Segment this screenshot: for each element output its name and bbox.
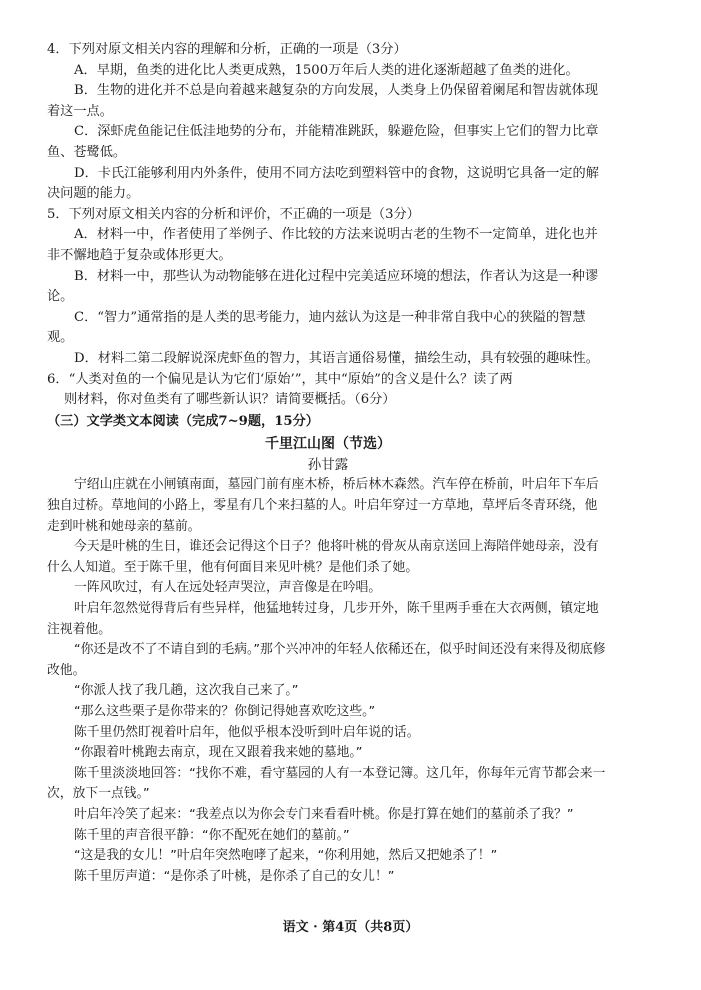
question-4-stem: 4．下列对原文相关内容的理解和分析，正确的一项是（3分） <box>47 42 407 57</box>
story-paragraph: 叶启年忽然觉得背后有些异样，他猛地转过身，几步开外，陈千里两手垂在大衣两侧，镇定地注视着他。 <box>47 601 599 637</box>
question-4-option-c: C．深虾虎鱼能记住低洼地势的分布，并能精准跳跃，躲避危险，但事实上它们的智力比章鱼、苍鹭低。 <box>47 124 599 160</box>
question-4-option-b: B．生物的进化并不总是向着越来越复杂的方向发展，人类身上仍保留着阑尾和智齿就体现着这一点。 <box>47 83 598 119</box>
story-paragraph: 宁绍山庄就在小闸镇南面，墓园门前有座木桥，桥后林木森然。汽车停在桥前，叶启年下车后独自过桥。草地间的小路上，零星有几个来扫墓的人。叶启年穿过一方草地，草坪后冬青环绕，他走到叶桃和她母亲的墓前。 <box>47 477 599 534</box>
question-5-option-a: A．材料一中，作者使用了举例子、作比较的方法来说明古老的生物不一定简单，进化也并非不懈地趋于复杂或体形更大。 <box>47 227 598 263</box>
section-heading: （三）文学类文本阅读（完成7~9题，15分） <box>47 413 319 429</box>
story-paragraph: 陈千里的声音很平静：“你不配死在她们的墓前。” <box>74 827 350 843</box>
story-paragraph: 陈千里仍然盯视着叶启年，他似乎根本没听到叶启年说的话。 <box>74 724 420 740</box>
story-paragraph: 一阵风吹过，有人在远处轻声哭泣，声音像是在吟唱。 <box>74 580 382 596</box>
story-title: 千里江山图（节选） <box>265 436 391 453</box>
story-paragraph: 陈千里淡淡地回答：“找你不难，看守墓园的人有一本登记簿。这几年，你每年元宵节都会来一次，放下一点钱。” <box>47 765 606 802</box>
story-paragraph: “这是我的女儿！”叶启年突然咆哮了起来，“你利用她，然后又把她杀了！” <box>74 848 498 864</box>
question-4-option-a: A．早期，鱼类的进化比人类更成熟，1500万年后人类的进化逐渐超越了鱼类的进化。 <box>74 62 579 78</box>
story-paragraph: “那么这些栗子是你带来的？你倒记得她喜欢吃这些。” <box>74 704 376 719</box>
page-footer: 语文 · 第4页（共8页） <box>282 920 419 935</box>
question-5-stem: 5．下列对原文相关内容的分析和评价，不正确的一项是（3分） <box>47 206 420 222</box>
story-paragraph: 叶启年冷笑了起来：“我差点以为你会专门来看看叶桃。你是打算在她们的墓前杀了我？” <box>74 806 574 822</box>
question-5-option-d: D．材料二第二段解说深虎虾鱼的智力，其语言通俗易懂，描绘生动，具有较强的趣味性。 <box>74 350 599 366</box>
story-paragraph: 今天是叶桃的生日，谁还会记得这个日子？他将叶桃的骨灰从南京送回上海陪伴她母亲，没有什么人知道。至于陈千里，他有何面目来见叶桃？是他们杀了她。 <box>47 539 599 575</box>
story-author: 孙甘露 <box>307 456 349 473</box>
story-paragraph: “你派人找了我几趟，这次我自己来了。” <box>74 683 299 699</box>
question-4-option-d: D．卡氏江能够利用内外条件，使用不同方法吃到塑料管中的食物，这说明它具备一定的解决问题的能力。 <box>47 165 599 202</box>
question-5-option-b: B．材料一中，那些认为动物能够在进化过程中完美适应环境的想法，作者认为这是一种谬论。 <box>47 268 598 305</box>
story-paragraph: “你还是改不了不请自到的毛病。”那个兴冲冲的年轻人依稀还在，似乎时间还没有来得及彻底修改他。 <box>47 642 606 678</box>
story-paragraph: 陈千里厉声道：“是你杀了叶桃，是你杀了自己的女儿！” <box>74 868 395 884</box>
question-5-option-c: C．“智力”通常指的是人类的思考能力，迪内兹认为这是一种非常自我中心的狭隘的智慧观。 <box>47 309 586 346</box>
story-body <box>47 475 609 887</box>
question-6-line-2: 则材料，你对鱼类有了哪些新认识？请简要概括。（6分） <box>64 392 396 408</box>
story-paragraph: “你跟着叶桃跑去南京，现在又跟着我来她的墓地。” <box>74 745 363 761</box>
question-6-line-1: 6．“人类对鱼的一个偏见是认为它们‘原始’”，其中“原始”的含义是什么？读了两 <box>47 371 513 387</box>
